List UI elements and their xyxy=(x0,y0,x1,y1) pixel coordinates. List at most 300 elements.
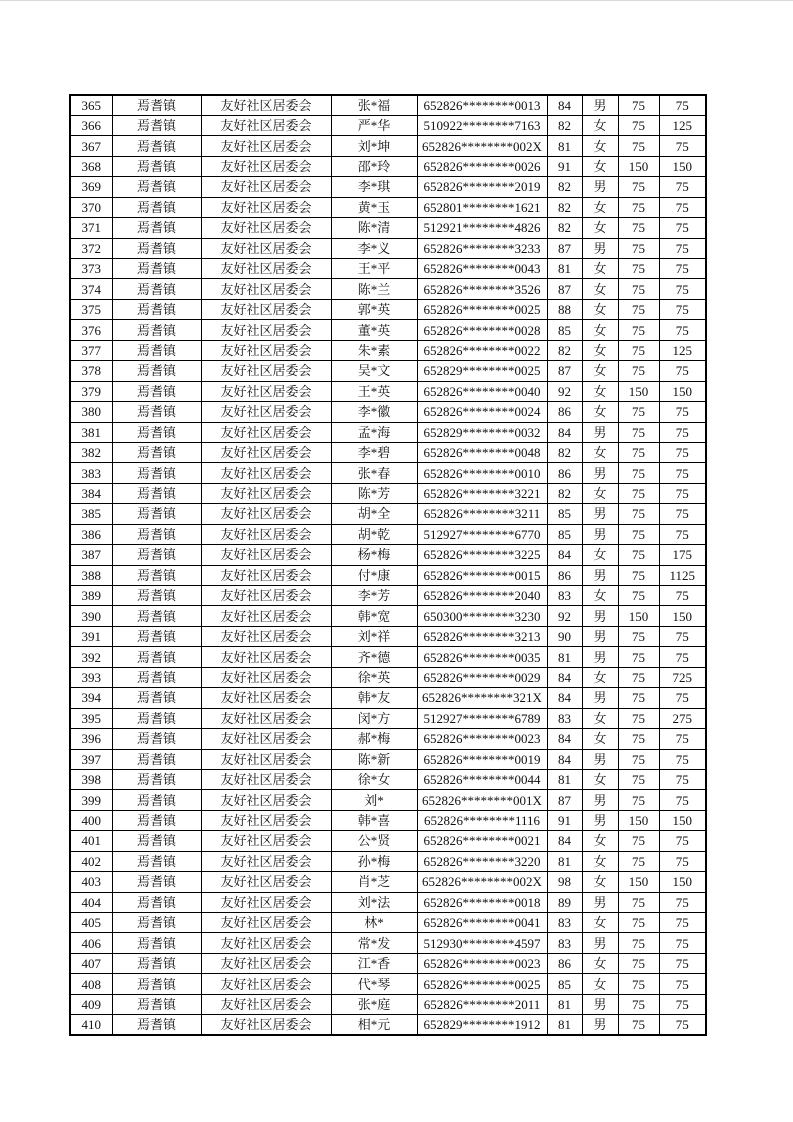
amount-primary: 150 xyxy=(618,381,659,401)
town: 焉耆镇 xyxy=(112,913,201,933)
town: 焉耆镇 xyxy=(112,626,201,646)
person-name: 胡*全 xyxy=(331,504,417,524)
amount-primary: 75 xyxy=(618,953,659,973)
row-number: 393 xyxy=(70,667,112,687)
gender: 女 xyxy=(582,299,618,319)
community: 友好社区居委会 xyxy=(201,586,331,606)
gender: 男 xyxy=(582,810,618,830)
person-name: 郝*梅 xyxy=(331,729,417,749)
town: 焉耆镇 xyxy=(112,1015,201,1035)
amount-primary: 75 xyxy=(618,218,659,238)
id-number: 652826********0024 xyxy=(417,402,547,422)
table-row xyxy=(70,524,706,544)
row-number: 371 xyxy=(70,218,112,238)
table-body xyxy=(70,95,706,1035)
community: 友好社区居委会 xyxy=(201,708,331,728)
age: 92 xyxy=(547,606,582,626)
town: 焉耆镇 xyxy=(112,115,201,135)
table-row xyxy=(70,769,706,789)
amount-secondary: 75 xyxy=(659,769,706,789)
gender: 男 xyxy=(582,565,618,585)
age: 82 xyxy=(547,197,582,217)
table-row xyxy=(70,647,706,667)
gender: 男 xyxy=(582,524,618,544)
amount-secondary: 75 xyxy=(659,402,706,422)
age: 91 xyxy=(547,810,582,830)
id-number: 652826********0023 xyxy=(417,953,547,973)
id-number: 652826********0025 xyxy=(417,974,547,994)
person-name: 董*英 xyxy=(331,320,417,340)
town: 焉耆镇 xyxy=(112,361,201,381)
town: 焉耆镇 xyxy=(112,708,201,728)
amount-secondary: 75 xyxy=(659,177,706,197)
amount-secondary: 75 xyxy=(659,749,706,769)
gender: 男 xyxy=(582,790,618,810)
age: 82 xyxy=(547,218,582,238)
amount-secondary: 75 xyxy=(659,688,706,708)
amount-secondary: 75 xyxy=(659,851,706,871)
id-number: 652826********0015 xyxy=(417,565,547,585)
person-name: 严*华 xyxy=(331,115,417,135)
amount-secondary: 75 xyxy=(659,626,706,646)
town: 焉耆镇 xyxy=(112,565,201,585)
community: 友好社区居委会 xyxy=(201,442,331,462)
town: 焉耆镇 xyxy=(112,238,201,258)
amount-secondary: 75 xyxy=(659,831,706,851)
id-number: 652826********0013 xyxy=(417,95,547,115)
amount-secondary: 150 xyxy=(659,381,706,401)
town: 焉耆镇 xyxy=(112,279,201,299)
town: 焉耆镇 xyxy=(112,524,201,544)
age: 82 xyxy=(547,115,582,135)
person-name: 郭*英 xyxy=(331,299,417,319)
gender: 女 xyxy=(582,974,618,994)
id-number: 652829********0032 xyxy=(417,422,547,442)
town: 焉耆镇 xyxy=(112,647,201,667)
age: 83 xyxy=(547,913,582,933)
community: 友好社区居委会 xyxy=(201,851,331,871)
person-name: 刘*坤 xyxy=(331,136,417,156)
town: 焉耆镇 xyxy=(112,769,201,789)
age: 86 xyxy=(547,402,582,422)
table-row xyxy=(70,749,706,769)
age: 81 xyxy=(547,647,582,667)
age: 84 xyxy=(547,545,582,565)
community: 友好社区居委会 xyxy=(201,606,331,626)
row-number: 396 xyxy=(70,729,112,749)
id-number: 652826********3233 xyxy=(417,238,547,258)
community: 友好社区居委会 xyxy=(201,545,331,565)
gender: 女 xyxy=(582,320,618,340)
id-number: 652826********1116 xyxy=(417,810,547,830)
amount-primary: 75 xyxy=(618,851,659,871)
row-number: 390 xyxy=(70,606,112,626)
community: 友好社区居委会 xyxy=(201,626,331,646)
amount-secondary: 75 xyxy=(659,1015,706,1035)
age: 89 xyxy=(547,892,582,912)
community: 友好社区居委会 xyxy=(201,749,331,769)
gender: 女 xyxy=(582,769,618,789)
community: 友好社区居委会 xyxy=(201,361,331,381)
community: 友好社区居委会 xyxy=(201,892,331,912)
person-name: 胡*乾 xyxy=(331,524,417,544)
id-number: 652826********0048 xyxy=(417,442,547,462)
table-row xyxy=(70,299,706,319)
person-name: 刘*法 xyxy=(331,892,417,912)
table-row xyxy=(70,994,706,1014)
gender: 男 xyxy=(582,749,618,769)
gender: 男 xyxy=(582,422,618,442)
table-row xyxy=(70,238,706,258)
row-number: 366 xyxy=(70,115,112,135)
amount-primary: 75 xyxy=(618,340,659,360)
amount-primary: 75 xyxy=(618,299,659,319)
amount-secondary: 75 xyxy=(659,442,706,462)
community: 友好社区居委会 xyxy=(201,810,331,830)
age: 88 xyxy=(547,299,582,319)
person-name: 付*康 xyxy=(331,565,417,585)
id-number: 652826********0021 xyxy=(417,831,547,851)
row-number: 382 xyxy=(70,442,112,462)
town: 焉耆镇 xyxy=(112,463,201,483)
person-name: 江*香 xyxy=(331,953,417,973)
row-number: 370 xyxy=(70,197,112,217)
gender: 女 xyxy=(582,831,618,851)
amount-primary: 75 xyxy=(618,626,659,646)
person-name: 徐*英 xyxy=(331,667,417,687)
community: 友好社区居委会 xyxy=(201,974,331,994)
amount-primary: 150 xyxy=(618,606,659,626)
table-row xyxy=(70,545,706,565)
gender: 男 xyxy=(582,1015,618,1035)
community: 友好社区居委会 xyxy=(201,156,331,176)
age: 84 xyxy=(547,95,582,115)
id-number: 652826********3211 xyxy=(417,504,547,524)
table-row xyxy=(70,708,706,728)
amount-secondary: 275 xyxy=(659,708,706,728)
age: 84 xyxy=(547,749,582,769)
age: 81 xyxy=(547,994,582,1014)
table-row xyxy=(70,95,706,115)
gender: 男 xyxy=(582,238,618,258)
id-number: 652826********3225 xyxy=(417,545,547,565)
amount-secondary: 75 xyxy=(659,299,706,319)
id-number: 652826********0035 xyxy=(417,647,547,667)
row-number: 386 xyxy=(70,524,112,544)
table-row xyxy=(70,626,706,646)
person-name: 相*元 xyxy=(331,1015,417,1035)
age: 84 xyxy=(547,667,582,687)
amount-primary: 75 xyxy=(618,790,659,810)
gender: 女 xyxy=(582,115,618,135)
gender: 女 xyxy=(582,402,618,422)
person-name: 孟*海 xyxy=(331,422,417,442)
town: 焉耆镇 xyxy=(112,442,201,462)
gender: 女 xyxy=(582,218,618,238)
community: 友好社区居委会 xyxy=(201,259,331,279)
table-row xyxy=(70,156,706,176)
town: 焉耆镇 xyxy=(112,749,201,769)
person-name: 闵*方 xyxy=(331,708,417,728)
table-row xyxy=(70,933,706,953)
amount-primary: 150 xyxy=(618,810,659,830)
person-name: 齐*德 xyxy=(331,647,417,667)
amount-primary: 75 xyxy=(618,177,659,197)
town: 焉耆镇 xyxy=(112,667,201,687)
amount-secondary: 75 xyxy=(659,259,706,279)
row-number: 405 xyxy=(70,913,112,933)
town: 焉耆镇 xyxy=(112,974,201,994)
amount-primary: 75 xyxy=(618,524,659,544)
id-number: 652826********002X xyxy=(417,872,547,892)
row-number: 375 xyxy=(70,299,112,319)
amount-secondary: 75 xyxy=(659,463,706,483)
table-row xyxy=(70,136,706,156)
person-name: 张*春 xyxy=(331,463,417,483)
table-row xyxy=(70,831,706,851)
gender: 女 xyxy=(582,913,618,933)
community: 友好社区居委会 xyxy=(201,95,331,115)
community: 友好社区居委会 xyxy=(201,218,331,238)
person-name: 陈*芳 xyxy=(331,483,417,503)
town: 焉耆镇 xyxy=(112,95,201,115)
id-number: 652826********0028 xyxy=(417,320,547,340)
community: 友好社区居委会 xyxy=(201,647,331,667)
amount-primary: 75 xyxy=(618,994,659,1014)
amount-primary: 75 xyxy=(618,402,659,422)
community: 友好社区居委会 xyxy=(201,729,331,749)
amount-primary: 75 xyxy=(618,238,659,258)
id-number: 652826********0029 xyxy=(417,667,547,687)
gender: 女 xyxy=(582,361,618,381)
age: 86 xyxy=(547,463,582,483)
town: 焉耆镇 xyxy=(112,851,201,871)
beneficiary-table-container xyxy=(69,94,707,1036)
age: 82 xyxy=(547,340,582,360)
gender: 女 xyxy=(582,279,618,299)
community: 友好社区居委会 xyxy=(201,402,331,422)
id-number: 652826********0019 xyxy=(417,749,547,769)
row-number: 397 xyxy=(70,749,112,769)
gender: 女 xyxy=(582,708,618,728)
person-name: 韩*喜 xyxy=(331,810,417,830)
age: 85 xyxy=(547,524,582,544)
amount-primary: 75 xyxy=(618,913,659,933)
table-row xyxy=(70,340,706,360)
age: 87 xyxy=(547,238,582,258)
age: 84 xyxy=(547,729,582,749)
amount-primary: 75 xyxy=(618,647,659,667)
row-number: 374 xyxy=(70,279,112,299)
gender: 女 xyxy=(582,545,618,565)
table-row xyxy=(70,892,706,912)
person-name: 李*义 xyxy=(331,238,417,258)
community: 友好社区居委会 xyxy=(201,953,331,973)
person-name: 王*英 xyxy=(331,381,417,401)
amount-primary: 75 xyxy=(618,667,659,687)
amount-secondary: 75 xyxy=(659,729,706,749)
row-number: 378 xyxy=(70,361,112,381)
town: 焉耆镇 xyxy=(112,994,201,1014)
town: 焉耆镇 xyxy=(112,156,201,176)
table-row xyxy=(70,463,706,483)
id-number: 652826********2011 xyxy=(417,994,547,1014)
row-number: 379 xyxy=(70,381,112,401)
amount-secondary: 75 xyxy=(659,504,706,524)
table-row xyxy=(70,810,706,830)
table-row xyxy=(70,259,706,279)
person-name: 肖*芝 xyxy=(331,872,417,892)
amount-secondary: 75 xyxy=(659,524,706,544)
amount-primary: 75 xyxy=(618,688,659,708)
gender: 男 xyxy=(582,626,618,646)
community: 友好社区居委会 xyxy=(201,667,331,687)
town: 焉耆镇 xyxy=(112,790,201,810)
amount-primary: 75 xyxy=(618,933,659,953)
age: 86 xyxy=(547,565,582,585)
gender: 女 xyxy=(582,667,618,687)
town: 焉耆镇 xyxy=(112,402,201,422)
row-number: 367 xyxy=(70,136,112,156)
amount-primary: 75 xyxy=(618,259,659,279)
age: 82 xyxy=(547,483,582,503)
age: 90 xyxy=(547,626,582,646)
age: 98 xyxy=(547,872,582,892)
amount-primary: 75 xyxy=(618,749,659,769)
row-number: 377 xyxy=(70,340,112,360)
age: 81 xyxy=(547,1015,582,1035)
age: 82 xyxy=(547,177,582,197)
table-row xyxy=(70,790,706,810)
id-number: 652826********0040 xyxy=(417,381,547,401)
row-number: 410 xyxy=(70,1015,112,1035)
id-number: 652826********002X xyxy=(417,136,547,156)
amount-secondary: 75 xyxy=(659,483,706,503)
amount-secondary: 75 xyxy=(659,790,706,810)
amount-primary: 75 xyxy=(618,463,659,483)
person-name: 李*琪 xyxy=(331,177,417,197)
gender: 女 xyxy=(582,156,618,176)
table-row xyxy=(70,913,706,933)
town: 焉耆镇 xyxy=(112,504,201,524)
amount-primary: 75 xyxy=(618,1015,659,1035)
town: 焉耆镇 xyxy=(112,483,201,503)
table-row xyxy=(70,361,706,381)
amount-secondary: 150 xyxy=(659,606,706,626)
id-number: 652826********0044 xyxy=(417,769,547,789)
person-name: 黄*玉 xyxy=(331,197,417,217)
row-number: 391 xyxy=(70,626,112,646)
person-name: 公*贤 xyxy=(331,831,417,851)
table-row xyxy=(70,872,706,892)
age: 85 xyxy=(547,974,582,994)
table-row xyxy=(70,851,706,871)
gender: 男 xyxy=(582,647,618,667)
gender: 女 xyxy=(582,851,618,871)
community: 友好社区居委会 xyxy=(201,422,331,442)
person-name: 陈*兰 xyxy=(331,279,417,299)
age: 85 xyxy=(547,320,582,340)
gender: 男 xyxy=(582,933,618,953)
gender: 男 xyxy=(582,463,618,483)
table-row xyxy=(70,381,706,401)
amount-secondary: 725 xyxy=(659,667,706,687)
table-row xyxy=(70,177,706,197)
community: 友好社区居委会 xyxy=(201,994,331,1014)
amount-secondary: 75 xyxy=(659,320,706,340)
amount-primary: 75 xyxy=(618,708,659,728)
town: 焉耆镇 xyxy=(112,259,201,279)
gender: 女 xyxy=(582,259,618,279)
id-number: 652826********0023 xyxy=(417,729,547,749)
gender: 女 xyxy=(582,442,618,462)
amount-primary: 75 xyxy=(618,565,659,585)
community: 友好社区居委会 xyxy=(201,913,331,933)
town: 焉耆镇 xyxy=(112,729,201,749)
amount-secondary: 75 xyxy=(659,647,706,667)
age: 87 xyxy=(547,361,582,381)
table-row xyxy=(70,688,706,708)
town: 焉耆镇 xyxy=(112,586,201,606)
table-row xyxy=(70,953,706,973)
community: 友好社区居委会 xyxy=(201,197,331,217)
age: 81 xyxy=(547,259,582,279)
row-number: 399 xyxy=(70,790,112,810)
row-number: 384 xyxy=(70,483,112,503)
amount-primary: 150 xyxy=(618,872,659,892)
gender: 男 xyxy=(582,892,618,912)
id-number: 652826********0010 xyxy=(417,463,547,483)
row-number: 403 xyxy=(70,872,112,892)
town: 焉耆镇 xyxy=(112,177,201,197)
amount-secondary: 150 xyxy=(659,810,706,830)
town: 焉耆镇 xyxy=(112,872,201,892)
age: 83 xyxy=(547,708,582,728)
community: 友好社区居委会 xyxy=(201,524,331,544)
amount-primary: 150 xyxy=(618,156,659,176)
age: 91 xyxy=(547,156,582,176)
person-name: 张*福 xyxy=(331,95,417,115)
id-number: 652826********3526 xyxy=(417,279,547,299)
person-name: 徐*女 xyxy=(331,769,417,789)
town: 焉耆镇 xyxy=(112,892,201,912)
row-number: 402 xyxy=(70,851,112,871)
community: 友好社区居委会 xyxy=(201,790,331,810)
amount-primary: 75 xyxy=(618,361,659,381)
amount-secondary: 75 xyxy=(659,218,706,238)
amount-primary: 75 xyxy=(618,504,659,524)
table-row xyxy=(70,279,706,299)
amount-secondary: 175 xyxy=(659,545,706,565)
amount-primary: 75 xyxy=(618,136,659,156)
community: 友好社区居委会 xyxy=(201,872,331,892)
community: 友好社区居委会 xyxy=(201,238,331,258)
row-number: 387 xyxy=(70,545,112,565)
id-number: 652829********1912 xyxy=(417,1015,547,1035)
row-number: 372 xyxy=(70,238,112,258)
id-number: 652826********0043 xyxy=(417,259,547,279)
person-name: 刘*祥 xyxy=(331,626,417,646)
amount-secondary: 150 xyxy=(659,872,706,892)
gender: 男 xyxy=(582,95,618,115)
amount-primary: 75 xyxy=(618,115,659,135)
town: 焉耆镇 xyxy=(112,381,201,401)
table-row xyxy=(70,442,706,462)
id-number: 652826********0018 xyxy=(417,892,547,912)
row-number: 406 xyxy=(70,933,112,953)
id-number: 652826********2040 xyxy=(417,586,547,606)
town: 焉耆镇 xyxy=(112,545,201,565)
